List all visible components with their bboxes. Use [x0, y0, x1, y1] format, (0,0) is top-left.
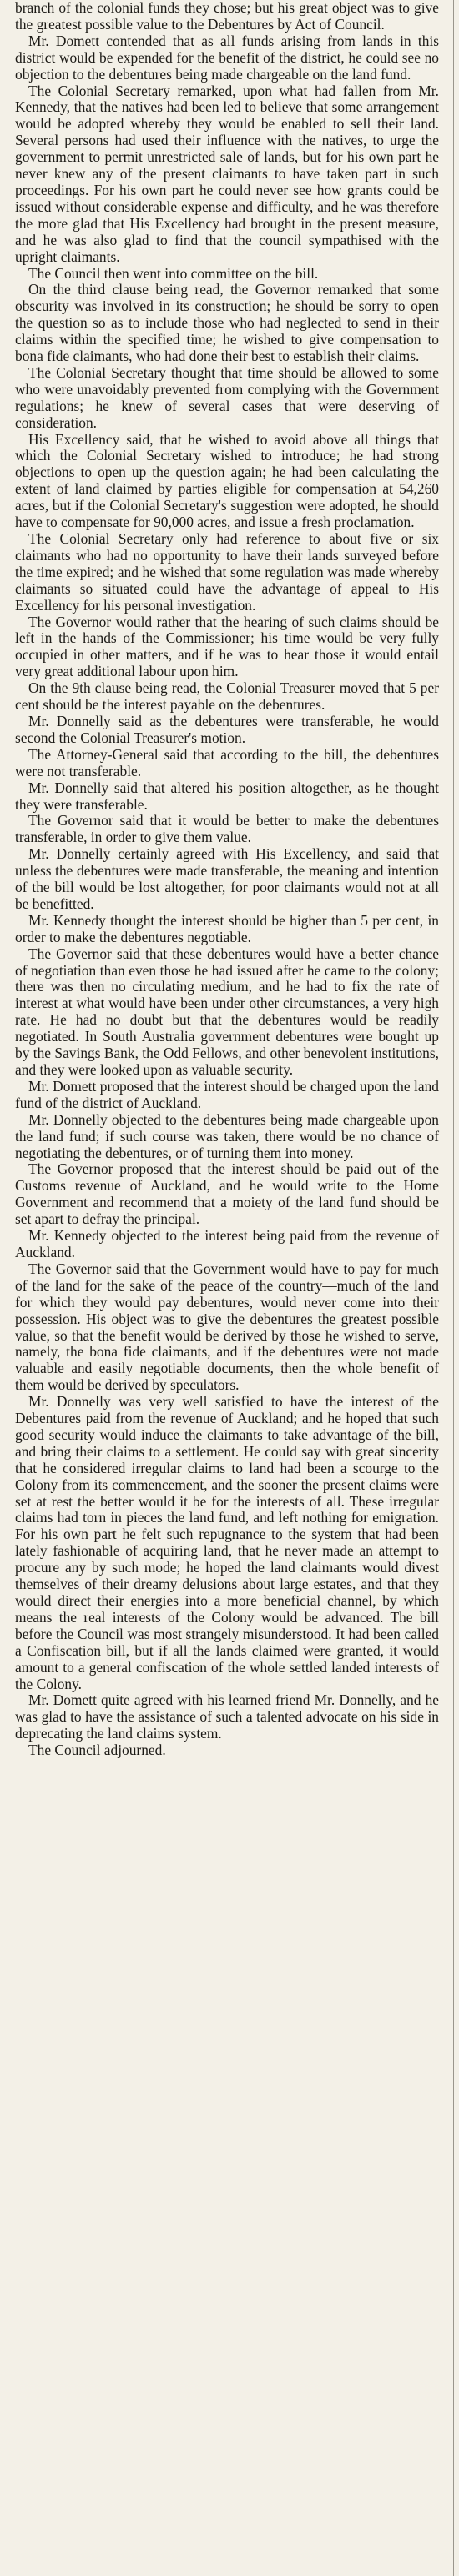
- paragraph-6: The Colonial Secretary thought that time should be allowed to some who were unavoidably prevented from complying with the Government regulations; he knew of several cases that were deserving of consideration.: [15, 363, 439, 431]
- paragraph-7: His Excellency said, that he wished to avoid above all things that which the Colonial Secretary wished to introduce; he had strong objections to open up the question again; he had been calculating the extent of land claimed by parties eligible for compensation at 54,260 acres, but if the Colonial Secretary's suggestion were adopted, he should have to compensate for 90,000 acres, and issue a fresh proclamation.: [15, 430, 439, 531]
- paragraph-11: Mr. Donnelly said as the debentures were transferable, he would second the Colonial Treasurer's motion.: [15, 712, 439, 746]
- paragraph-13: Mr. Donnelly said that altered his position altogether, as he thought they were transferable.: [15, 779, 439, 813]
- paragraph-23: Mr. Donnelly was very well satisfied to have the interest of the Debentures paid from the revenue of Auckland; and he hoped that such good security would induce the claimants to take advantage of the bill, and bring their claims to a settlement. He could say with great sincerity that he considered irregular claims to land had been a scourge to the Colony from its commencement, and the sooner the present claims were set at rest the better would it be for the interests of all. These irregular claims had torn in pieces the land fund, and left nothing for emigration. For his own part he felt such repugnance to the system that had been lately fashionable of acquiring land, that he never made an attempt to procure any by such mode; he hoped the land claimants would divest themselves of their dreamy delusions about large estates, and that they would direct their energies into a more beneficial channel, by which means the real interests of the Colony would be advanced. The bill before the Council was most strangely misunderstood. It had been called a Confiscation bill, but if all the lands claimed were granted, it would amount to a general confiscation of the whole settled landed interests of the Colony.: [15, 1393, 439, 1692]
- paragraph-18: Mr. Domett proposed that the interest should be charged upon the land fund of the district of Auckland.: [15, 1077, 439, 1111]
- paragraph-14: The Governor said that it would be better to make the debentures transferable, in order to give them value.: [15, 812, 439, 846]
- paragraph-25: The Council adjourned.: [28, 1742, 166, 1759]
- paragraph-16: Mr. Kennedy thought the interest should be higher than 5 per cent, in order to make the debentures negotiable.: [15, 911, 439, 945]
- paragraph-17: The Governor said that these debentures would have a better chance of negotiation than even those he had issued after he came to the colony; there was then no circulating medium, and he had to fix the rate of interest at what would have been under other circumstances, a very high rate. He had no doubt but that the debentures would be readily negotiated. In South Australia government debentures were bought up by the Savings Bank, the Odd Fellows, and other benevolent institutions, and they were looked upon as valuable security.: [15, 945, 439, 1078]
- paragraph-22: The Governor said that the Government would have to pay for much of the land for the sake of the peace of the country—much of the land for which they would pay debentures, would never come into their possession. His object was to give the debentures the greatest possible value, so that the benefit would be derived by those he wished to serve, namely, the bona fide claimants, and if the debentures were not made valuable and easily negotiable documents, then the whole benefit of them would be derived by speculators.: [15, 1260, 439, 1394]
- paragraph-24: Mr. Domett quite agreed with his learned friend Mr. Donnelly, and he was glad to have the assistance of such a talented advocate on his side in deprecating the land claims system.: [15, 1691, 439, 1742]
- paragraph-12: The Attorney-General said that according to the bill, the debentures were not transferable.: [15, 745, 439, 779]
- paragraph-1: branch of the colonial funds they chose; but his great object was to give the greatest possible value to the Debentures by Act of Council.: [15, 0, 439, 33]
- paragraph-20: The Governor proposed that the interest should be paid out of the Customs revenue of Auckland, and he would write to the Home Government and recommend that a moiety of the land fund should be set apart to defray the principal.: [15, 1160, 439, 1228]
- column-rule: [453, 0, 454, 2576]
- paragraph-5: On the third clause being read, the Governor remarked that some obscurity was involved in its construction; he should be sorry to open the question so as to include those who had neglected to send in their claims within the specified time; he wished to give compensation to bona fide claimants, who had done their best to establish their claims.: [15, 281, 439, 365]
- paragraph-15: Mr. Donnelly certainly agreed with His Excellency, and said that unless the debentures were made transferable, the meaning and intention of the bill would be lost altogether, for poor claimants would not at all be benefitted.: [15, 845, 439, 912]
- paragraph-9: The Governor would rather that the hearing of such claims should be left in the hands of the Commissioner; his time would be very fully occupied in other matters, and if he was to hear those it would entail very great additional labour upon him.: [15, 613, 439, 680]
- paragraph-21: Mr. Kennedy objected to the interest being paid from the revenue of Auckland.: [15, 1227, 439, 1260]
- paragraph-2: Mr. Domett contended that as all funds arising from lands in this district would be expended for the benefit of the district, he could see no objection to the debentures being made chargeable on the land fund.: [15, 32, 439, 83]
- paragraph-4: The Council then went into committee on the bill.: [28, 264, 319, 282]
- paragraph-8: The Colonial Secretary only had reference to about five or six claimants who had no opportunity to have their lands surveyed before the time expired; and he wished that some regulation was made whereby claimants so situated could have the advantage of appeal to His Excellency for his personal investigation.: [15, 530, 439, 614]
- paragraph-3: The Colonial Secretary remarked, upon what had fallen from Mr. Kennedy, that the natives had been led to believe that some arrangement would be adopted whereby they would be enabled to sell their land. Several persons had used their influence with the natives, to urge the government to permit unrestricted sale of lands, but for his own part he never knew any of the present claimants to have taken part in such proceedings. For his own part he could never see how grants could be issued without considerable expense and difficulty, and he was therefore the more glad that His Excellency had brought in the present measure, and he was also glad to find that the council sympathised with the upright claimants.: [15, 82, 439, 265]
- paragraph-10: On the 9th clause being read, the Colonial Treasurer moved that 5 per cent should be the interest payable on the debentures.: [15, 679, 439, 714]
- article-column: [15, 0, 439, 1759]
- paragraph-19: Mr. Donnelly objected to the debentures being made chargeable upon the land fund; if such course was taken, there would be no chance of negotiating the debentures, or of turning them into money.: [15, 1110, 439, 1161]
